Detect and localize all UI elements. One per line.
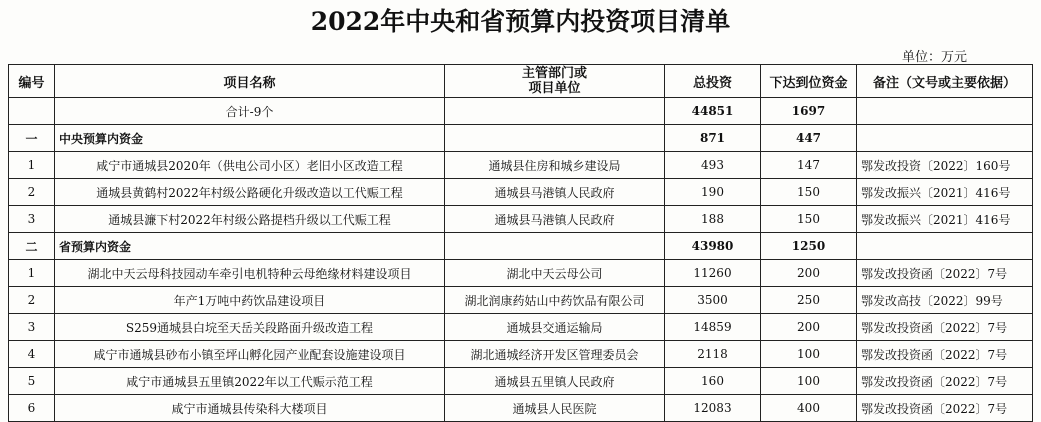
row-dept: 通城县马港镇人民政府 (445, 206, 665, 233)
section-note (857, 233, 1033, 260)
row-note: 鄂发改高技〔2022〕99号 (857, 287, 1033, 314)
summary-total: 44851 (665, 98, 761, 125)
summary-note (857, 98, 1033, 125)
table-row (9, 260, 1033, 287)
table-row (9, 395, 1033, 422)
header-dept-line1: 主管部门或 (521, 66, 587, 81)
row-note: 鄂发改投资函〔2022〕7号 (857, 314, 1033, 341)
row-note: 鄂发改振兴〔2021〕416号 (857, 179, 1033, 206)
row-funds: 100 (761, 368, 857, 395)
summary-dept (445, 98, 665, 125)
row-name: 咸宁市通城县2020年（供电公司小区）老旧小区改造工程 (55, 152, 445, 179)
row-total: 190 (665, 179, 761, 206)
row-name: 年产1万吨中药饮品建设项目 (55, 287, 445, 314)
header-funds: 下达到位资金 (761, 65, 857, 98)
row-name: 咸宁市通城县砂布小镇至坪山孵化园产业配套设施建设项目 (55, 341, 445, 368)
section-note (857, 125, 1033, 152)
section-no: 一 (9, 125, 55, 152)
row-no: 6 (9, 395, 55, 422)
row-no: 1 (9, 152, 55, 179)
header-no: 编号 (9, 65, 55, 98)
section-dept (445, 233, 665, 260)
row-total: 493 (665, 152, 761, 179)
summary-no (9, 98, 55, 125)
header-note: 备注（文号或主要依据） (857, 65, 1033, 98)
row-note: 鄂发改投资函〔2022〕7号 (857, 341, 1033, 368)
row-total: 3500 (665, 287, 761, 314)
row-dept: 湖北润康药姑山中药饮品有限公司 (445, 287, 665, 314)
section-name: 省预算内资金 (55, 233, 445, 260)
summary-funds: 1697 (761, 98, 857, 125)
section-row (9, 233, 1033, 260)
row-name: 湖北中天云母科技园动车牵引电机特种云母绝缘材料建设项目 (55, 260, 445, 287)
row-no: 3 (9, 206, 55, 233)
row-name: S259通城县白垸至天岳关段路面升级改造工程 (55, 314, 445, 341)
row-note: 鄂发改投资函〔2022〕7号 (857, 260, 1033, 287)
row-note: 鄂发改振兴〔2021〕416号 (857, 206, 1033, 233)
row-name: 咸宁市通城县传染科大楼项目 (55, 395, 445, 422)
row-no: 4 (9, 341, 55, 368)
row-total: 11260 (665, 260, 761, 287)
section-total: 43980 (665, 233, 761, 260)
section-name: 中央预算内资金 (55, 125, 445, 152)
row-total: 188 (665, 206, 761, 233)
header-total: 总投资 (665, 65, 761, 98)
row-funds: 200 (761, 260, 857, 287)
row-total: 160 (665, 368, 761, 395)
row-note: 鄂发改投资〔2022〕160号 (857, 152, 1033, 179)
row-dept: 湖北中天云母公司 (445, 260, 665, 287)
section-funds: 447 (761, 125, 857, 152)
header-row (9, 65, 1033, 98)
summary-label: 合计-9个 (55, 98, 445, 125)
row-dept: 通城县人民医院 (445, 395, 665, 422)
header-dept (445, 65, 665, 98)
row-funds: 100 (761, 341, 857, 368)
page-title: 2022年中央和省预算内投资项目清单 (310, 7, 731, 36)
project-table (8, 64, 1033, 422)
row-name: 通城县黄鹤村2022年村级公路硬化升级改造以工代赈工程 (55, 179, 445, 206)
row-total: 12083 (665, 395, 761, 422)
row-no: 2 (9, 179, 55, 206)
section-funds: 1250 (761, 233, 857, 260)
row-funds: 200 (761, 314, 857, 341)
row-no: 5 (9, 368, 55, 395)
row-note: 鄂发改投资函〔2022〕7号 (857, 368, 1033, 395)
section-row (9, 125, 1033, 152)
row-funds: 250 (761, 287, 857, 314)
section-dept (445, 125, 665, 152)
row-name: 咸宁市通城县五里镇2022年以工代赈示范工程 (55, 368, 445, 395)
row-funds: 150 (761, 179, 857, 206)
table-row (9, 341, 1033, 368)
row-total: 14859 (665, 314, 761, 341)
unit-label: 单位：万元 (902, 50, 968, 65)
row-no: 1 (9, 260, 55, 287)
row-dept: 通城县马港镇人民政府 (445, 179, 665, 206)
row-funds: 147 (761, 152, 857, 179)
section-total: 871 (665, 125, 761, 152)
table-row (9, 368, 1033, 395)
row-no: 3 (9, 314, 55, 341)
summary-row (9, 98, 1033, 125)
table-row (9, 179, 1033, 206)
row-dept: 通城县五里镇人民政府 (445, 368, 665, 395)
table-row (9, 287, 1033, 314)
row-dept: 通城县住房和城乡建设局 (445, 152, 665, 179)
section-no: 二 (9, 233, 55, 260)
row-dept: 湖北通城经济开发区管理委员会 (445, 341, 665, 368)
row-name: 通城县濂下村2022年村级公路提档升级以工代赈工程 (55, 206, 445, 233)
row-total: 2118 (665, 341, 761, 368)
row-note: 鄂发改投资函〔2022〕7号 (857, 395, 1033, 422)
table-row (9, 152, 1033, 179)
table-row (9, 206, 1033, 233)
row-funds: 400 (761, 395, 857, 422)
table-row (9, 314, 1033, 341)
row-funds: 150 (761, 206, 857, 233)
header-dept-line2: 项目单位 (528, 81, 581, 96)
row-no: 2 (9, 287, 55, 314)
header-name: 项目名称 (55, 65, 445, 98)
row-dept: 通城县交通运输局 (445, 314, 665, 341)
